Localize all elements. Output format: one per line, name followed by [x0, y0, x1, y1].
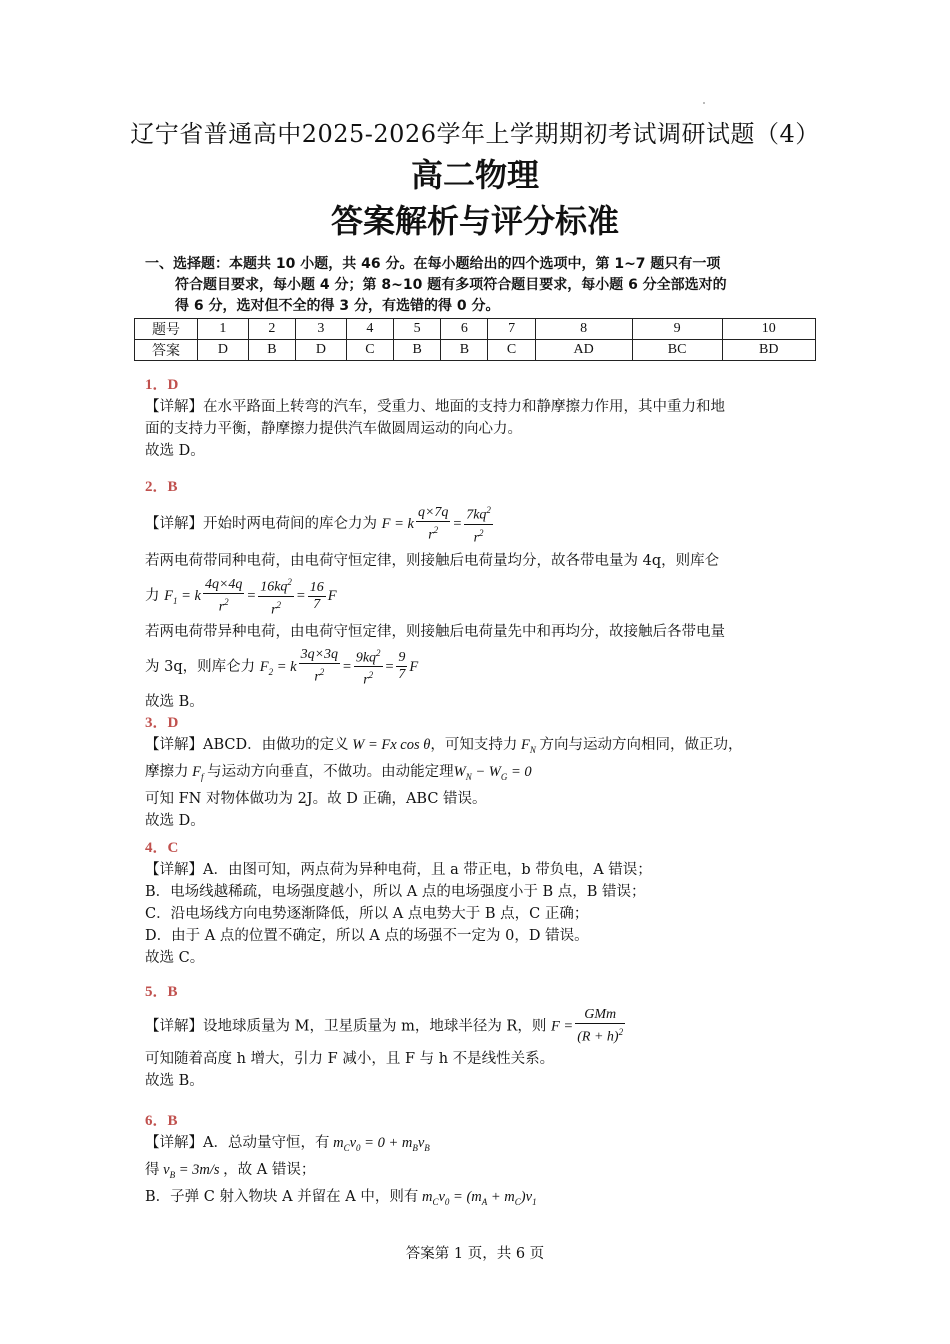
- table-cell: B: [394, 340, 441, 361]
- table-cell: C: [488, 340, 535, 361]
- question-heading: 3．D: [145, 715, 179, 731]
- formula: $F_2 = k$: [259, 658, 297, 677]
- formula: $v_B = 3m/s$: [159, 1161, 224, 1180]
- table-row-numbers: [135, 319, 816, 340]
- text-span: 与运动方向垂直，不做功。由动能定理: [207, 763, 454, 780]
- fraction: $\frac{16kq^2}{r^2}$: [258, 574, 294, 618]
- table-cell: 9: [632, 319, 722, 340]
- fraction: $\frac{9kq^2}{r^2}$: [354, 645, 383, 689]
- table-cell: 7: [488, 319, 535, 340]
- exam-title: 辽宁省普通高中2025-2026学年上学期期初考试调研试题（4）: [130, 120, 820, 148]
- question-4: [145, 837, 817, 969]
- table-cell: 8: [535, 319, 632, 340]
- formula: W = Fx cos θ: [348, 737, 431, 753]
- table-header-cell: 答案: [135, 340, 198, 361]
- fraction: $\frac{4q\times 4q}{r^2}$: [204, 577, 243, 615]
- table-cell: 10: [722, 319, 815, 340]
- text-span: 得: [145, 1161, 160, 1178]
- document-subtitle: 答案解析与评分标准: [330, 202, 619, 240]
- text-line: 故选 D。: [145, 443, 205, 459]
- formula: F =: [550, 1018, 574, 1035]
- table-cell: 4: [346, 319, 393, 340]
- text-line: 故选 B。: [145, 1072, 204, 1089]
- table-cell: B: [441, 340, 488, 361]
- question-heading: 2．B: [145, 479, 178, 495]
- question-heading: 4．C: [145, 840, 179, 856]
- text-line: 若两电荷带异种电荷，由电荷守恒定律，则接触后电荷量先中和再均分，故接触后各带电量: [145, 623, 725, 640]
- fraction: $\frac{q\times 7q}{r^2}$: [417, 504, 449, 543]
- instruction-line: 得 6 分，选对但不全的得 3 分，有选错的得 0 分。: [175, 298, 500, 314]
- text-line: 若两电荷带同种电荷，由电荷守恒定律，则接触后电荷量均分，故各带电量为 4q，则库仑: [145, 553, 720, 570]
- table-row-answers: [135, 340, 816, 361]
- text-line: D．由于 A 点的位置不确定，所以 A 点的场强不一定为 0，D 错误。: [145, 928, 589, 944]
- subject-title: 高二物理: [410, 156, 539, 194]
- text-line: 【详解】在水平路面上转弯的汽车，受重力、地面的支持力和静摩擦力作用，其中重力和地: [145, 399, 725, 415]
- text-line: [145, 1007, 817, 1046]
- answer-table: [134, 318, 816, 361]
- text-line: 力 $F_1 = k$ $\frac{4q\times 4q}{r^2}$ = $\frac{16kq^2}{r^2}$ = $\frac{16}{7}$ F: [145, 574, 817, 618]
- question-2: [145, 476, 817, 713]
- text-span: 【详解】设地球质量为 M，卫星质量为 m，地球半径为 R，则: [145, 1018, 547, 1035]
- page-footer: 答案第 1 页，共 6 页: [405, 1246, 545, 1262]
- formula: $m_Cv_0 = (m_A + m_C)v_1$: [418, 1188, 537, 1207]
- text-line: [145, 1132, 817, 1159]
- table-cell: BC: [632, 340, 722, 361]
- table-cell: 2: [248, 319, 295, 340]
- text-line: 可知 FN 对物体做功为 2J。故 D 正确，ABC 错误。: [145, 790, 487, 807]
- instruction-line: 一、选择题：本题共 10 小题，共 46 分。在每小题给出的四个选项中，第 1~7 题只有一项: [145, 256, 721, 272]
- formula: F = k: [381, 516, 414, 533]
- table-cell: C: [346, 340, 393, 361]
- text-line: 为 3q，则库仑力 $F_2 = k$ $\frac{3q\times 3q}{r^2}$ = $\frac{9kq^2}{r^2}$ = $\frac{9}{7}$ F: [145, 645, 817, 689]
- fraction: $\frac{7kq^2}{r^2}$: [464, 502, 493, 546]
- fraction: $\frac{9}{7}$: [398, 650, 406, 683]
- table-cell: 5: [394, 319, 441, 340]
- question-6: [145, 1110, 817, 1213]
- table-cell: BD: [722, 340, 815, 361]
- text-line: 故选 C。: [145, 950, 205, 966]
- question-3: [145, 712, 817, 832]
- formula: $m_Cv_0 = 0 + m_Bv_B$: [329, 1135, 430, 1153]
- text-line: 【详解】开始时两电荷间的库仑力为 F = k $\frac{q\times 7q}{r^2}$ = $\frac{7kq^2}{r^2}$: [145, 502, 817, 546]
- text-span: 为 3q，则库仑力: [145, 658, 256, 675]
- question-heading: 5．B: [145, 984, 178, 1000]
- text-span: 力: [145, 588, 160, 605]
- text-span: ，故 A 错误；: [223, 1161, 316, 1178]
- section-instructions: [145, 254, 815, 317]
- question-1: [145, 374, 817, 462]
- formula: $F_1 = k$: [164, 588, 201, 607]
- text-line: 可知随着高度 h 增大，引力 F 减小，且 F 与 h 不是线性关系。: [145, 1050, 555, 1067]
- text-span: ，可知支持力: [430, 737, 518, 753]
- fraction: $\frac{16}{7}$: [309, 579, 324, 612]
- question-heading: 1．D: [145, 377, 179, 393]
- question-heading: 6．B: [145, 1113, 178, 1129]
- text-line: 面的支持力平衡，静摩擦力提供汽车做圆周运动的向心力。: [145, 421, 522, 437]
- instruction-line: 符合题目要求，每小题 4 分；第 8~10 题有多项符合题目要求，每小题 6 分全部选对的: [175, 277, 727, 293]
- text-line: 【详解】A．由图可知，两点荷为异种电荷，且 a 带正电，b 带负电，A 错误；: [145, 862, 652, 878]
- table-cell: AD: [535, 340, 632, 361]
- text-line: B．电场线越稀疏，电场强度越小，所以 A 点的电场强度小于 B 点，B 错误；: [145, 884, 646, 900]
- text-line: 【详解】ABCD．由做功的定义 W = Fx cos θ，可知支持力 $F_N$ 方向与运动方向相同，做正功，: [145, 737, 743, 755]
- table-cell: D: [198, 340, 249, 361]
- text-span: 【详解】A．总动量守恒，有: [145, 1135, 330, 1151]
- question-5: [145, 981, 817, 1092]
- text-span: 【详解】ABCD．由做功的定义: [145, 737, 349, 753]
- text-line: C．沿电场线方向电势逐渐降低，所以 A 点电势大于 B 点，C 正确；: [145, 906, 589, 922]
- text-line: 故选 B。: [145, 693, 204, 710]
- formula: $W_N - W_G = 0$: [453, 763, 532, 782]
- text-line: [145, 1159, 817, 1186]
- table-cell: B: [248, 340, 295, 361]
- table-cell: 6: [441, 319, 488, 340]
- text-span: 方向与运动方向相同，做正功，: [539, 737, 743, 753]
- text-span: B．子弹 C 射入物块 A 并留在 A 中，则有: [145, 1188, 419, 1205]
- table-cell: 1: [198, 319, 249, 340]
- fraction: $\frac{\text{GMm}}{(R + h)^2}$: [577, 1007, 624, 1045]
- scan-dot: [703, 102, 705, 104]
- text-line: 摩擦力 $F_f$ 与运动方向垂直，不做功。由动能定理$W_N - W_G = 0$: [145, 763, 532, 782]
- table-cell: 3: [296, 319, 347, 340]
- text-line: [145, 1186, 817, 1213]
- table-header-cell: 题号: [135, 319, 198, 340]
- table-cell: D: [296, 340, 347, 361]
- text-line: 故选 D。: [145, 812, 205, 829]
- text-span: 摩擦力: [145, 763, 189, 780]
- text-span: 【详解】开始时两电荷间的库仑力为: [145, 516, 377, 533]
- fraction: $\frac{3q\times 3q}{r^2}$: [300, 647, 339, 686]
